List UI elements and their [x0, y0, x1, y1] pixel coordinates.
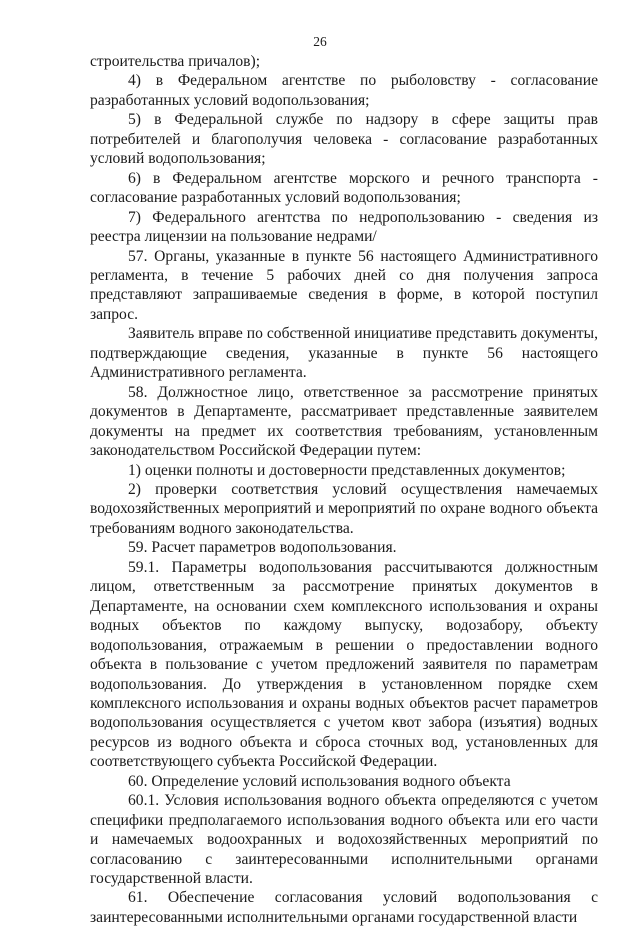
list-item-6: 6) в Федеральном агентстве морского и речного транспорта - согласование разработанных условий водопользования; — [90, 169, 598, 207]
clause-57-applicant: Заявитель вправе по собственной инициативе представить документы, подтверждающие сведения, указанные в пункте 56 настоящего Административного регламента. — [90, 325, 598, 382]
clause-57: 57. Органы, указанные в пункте 56 настоящего Административного регламента, в течение 5 рабочих дней со дня получения запроса представляют запрашиваемые сведения в форме, в которой поступил запрос. — [90, 247, 598, 323]
list-item-4: 4) в Федеральном агентстве по рыболовству - согласование разработанных условий водопользования; — [90, 72, 598, 109]
clause-58-item-2: 2) проверки соответствия условий осуществления намечаемых водохозяйственных мероприятий и мероприятий по охране водного объекта требованиям водного законодательства. — [90, 480, 598, 537]
list-item-5: 5) в Федеральной службе по надзору в сфере защиты прав потребителей и благополучия человека - согласование разработанных условий водопользования; — [90, 111, 598, 168]
clause-58-item-1: 1) оценки полноты и достоверности представленных документов; — [128, 461, 566, 479]
list-item-7: 7) Федерального агентства по недропользованию - сведения из реестра лицензии на пользование недрами/ — [90, 208, 598, 246]
clause-58: 58. Должностное лицо, ответственное за рассмотрение принятых документов в Департаменте, рассматривает представленные заявителем документы на предмет их соответствия требованиям, установленным законодательством Российской Федерации путем: — [90, 383, 598, 460]
clause-60-1: 60.1. Условия использования водного объекта определяются с учетом специфики предполагаемого использования водного объекта или его части и намечаемых водоохранных и водохозяйственных мероприятий по согласованию с заинтересованными исполнительными органами государственной власти. — [90, 792, 598, 888]
clause-59-heading: 59. Расчет параметров водопользования. — [128, 539, 397, 557]
paragraph-continuation: строительства причалов); — [90, 53, 261, 70]
document-body — [90, 52, 598, 927]
page-number: 26 — [313, 34, 327, 49]
clause-60-heading: 60. Определение условий использования водного объекта — [128, 772, 511, 790]
clause-61: 61. Обеспечение согласования условий водопользования с заинтересованными исполнительными органами государственной власти — [90, 889, 598, 926]
clause-59-1: 59.1. Параметры водопользования рассчитываются должностным лицом, ответственным за рассмотрение принятых документов в Департаменте, на основании схем комплексного использования и охраны водных объектов по каждому выпуску, водозабору, объекту водопользования, отражаемым в решении о предоставлении водного объекта в пользование с учетом предложений заявителя по параметрам водопользования. До утверждения в установленном порядке схем комплексного использования и охраны водных объектов расчет параметров водопользования осуществляется с учетом квот забора (изъятия) водных ресурсов из водного объекта и сброса сточных вод, установленных для соответствующего субъекта Российской Федерации. — [90, 558, 598, 771]
